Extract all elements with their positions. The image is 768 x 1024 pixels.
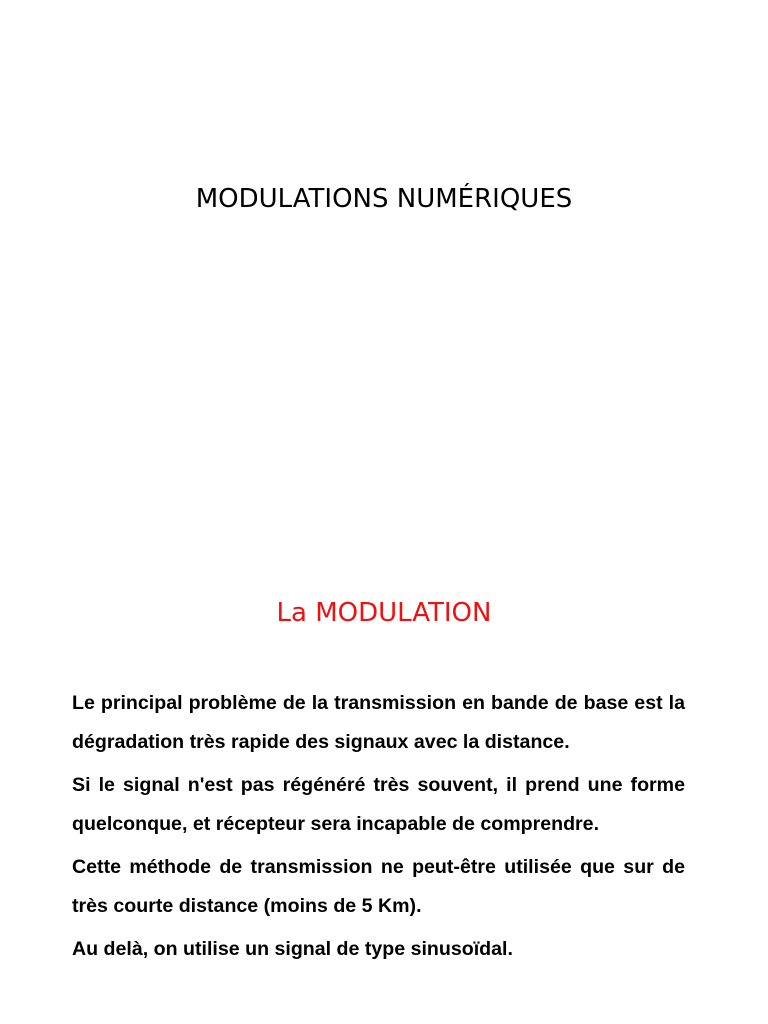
paragraph-1: Le principal problème de la transmission en bande de base est la dégradation très rapide des signaux avec la distance. [72, 692, 685, 753]
paragraph-3: Cette méthode de transmission ne peut-être utilisée que sur de très courte distance (moins de 5 Km). [72, 856, 685, 917]
paragraph-4: Au delà, on utilise un signal de type sinusoïdal. [72, 938, 513, 960]
section-body [72, 684, 685, 973]
paragraph-2: Si le signal n'est pas régénéré très souvent, il prend une forme quelconque, et récepteur sera incapable de comprendre. [72, 774, 685, 835]
section-heading: La MODULATION [276, 598, 492, 628]
document-title: MODULATIONS NUMÉRIQUES [195, 184, 573, 214]
